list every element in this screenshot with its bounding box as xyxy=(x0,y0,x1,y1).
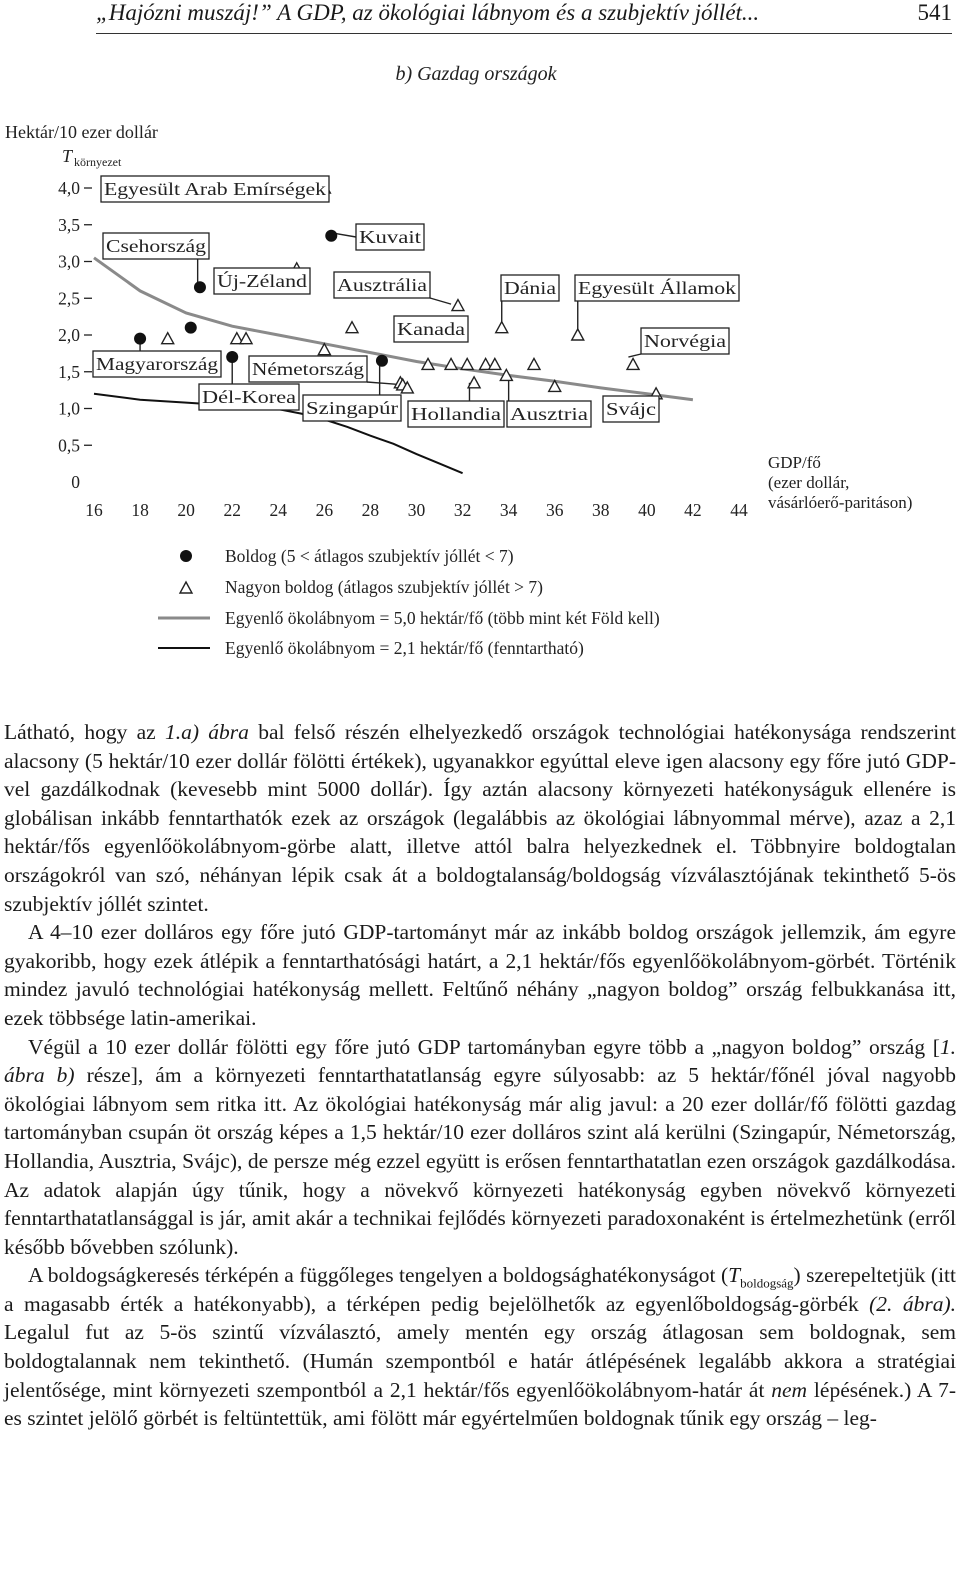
y-tick-label: 0,5 xyxy=(58,435,80,456)
very-happy-country-triangle xyxy=(627,358,639,369)
x-tick-label: 38 xyxy=(592,500,610,520)
very-happy-country-triangle xyxy=(162,333,174,344)
chart-title: b) Gazdag országok xyxy=(395,63,557,85)
legend-item-happy: Boldog (5 < átlagos szubjektív jóllét < 7) xyxy=(225,546,514,566)
y-axis-symbol: T xyxy=(62,146,73,166)
country-label-netherlands: Hollandia xyxy=(411,404,502,424)
y-axis-subscript: környezet xyxy=(74,155,122,169)
chart-figure xyxy=(0,40,960,700)
leader-line-norway xyxy=(628,354,641,357)
happy-country-dot xyxy=(226,351,238,363)
leader-line-kuwait xyxy=(336,234,356,237)
x-axis xyxy=(85,500,748,520)
y-tick-label: 3,5 xyxy=(58,214,80,235)
x-tick-label: 32 xyxy=(453,500,472,520)
x-tick-label: 42 xyxy=(684,500,702,520)
happy-country-dot xyxy=(325,230,337,242)
paragraph-4 xyxy=(4,1261,956,1433)
p1-text-b: bal felső részén elhelyezkedő országok technológiai hatékonysága rendszerint alacsony (5 hektár/10 ezer dollár fölötti értékek), ugyanakkor egyúttal eleve igen alacsony egy főre jutó GDP-vel gazdálkodnak (kevesebb mint 5000 dollár). Így aztán alacsony környezeti hatékonyságuk ellenére is globálisan inkább fenntarthatók ezek az országok (legalábbis az ökológiai lábnyommal mérve), azaz a 2,1 hektár/fős egyenlőökolábnyom-görbe alatt, illetve attól balra helyezkednek el. Többnyire boldogtalan országokról van szó, néhányan lépik csak át a boldogtalanság/boldogság vízválasztójának tekinthető 5-ös szubjektív jóllét szintet. xyxy=(4,720,956,916)
p4-text-c: Legalul fut az 5-ös szintű vízválasztó, amely mentén egy ország átlagosan sem boldognak, sem boldogtalannak nem tekinthető. (Humán szempontból e határ átlépésének legalább akkora a stratégiai jelentősége, mint környezeti szempontból a 2,1 hektár/fős egyenlőökolábnyom-határ át xyxy=(4,1320,956,1402)
p4-text-d: lépésének.) A 7-es szintet jelölő görbét is feltüntettük, ami fölött már egyértelműen boldognak tűnik egy ország – leg- xyxy=(4,1377,956,1431)
country-label-denmark: Dánia xyxy=(504,278,557,298)
x-tick-label: 44 xyxy=(730,500,748,520)
y-axis xyxy=(58,178,92,492)
p4-text-b: ) szerepeltetjük (itt a magasabb érték a hatékonyabb), a térképen pedig bejelölhetők az egyenlőboldogság-görbék xyxy=(4,1263,956,1316)
x-axis-label-line3: vásárlóerő-paritáson) xyxy=(768,493,913,512)
very-happy-country-triangle xyxy=(346,322,358,333)
y-tick-label: 1,0 xyxy=(58,398,80,419)
running-title: „Hajózni muszáj!” A GDP, az ökológiai lábnyom és a szubjektív jóllét... xyxy=(96,0,760,25)
page-number: 541 xyxy=(917,0,952,25)
country-label-nz: Új-Zéland xyxy=(217,271,291,291)
country-label-uae: Egyesült Arab Emírségek xyxy=(104,179,326,199)
p3-figure-ref: 1. ábra b) xyxy=(4,1034,956,1088)
country-label-hungary: Magyarország xyxy=(96,354,218,374)
very-happy-country-triangle xyxy=(445,358,457,369)
x-tick-label: 40 xyxy=(638,500,656,520)
y-tick-label: 1,5 xyxy=(58,361,80,382)
p1-text-a: Látható, hogy az xyxy=(4,720,165,744)
page-header xyxy=(0,0,960,36)
very-happy-country-triangle xyxy=(461,358,473,369)
x-tick-label: 36 xyxy=(545,500,564,520)
x-tick-label: 18 xyxy=(131,500,149,520)
very-happy-country-triangle xyxy=(572,329,584,340)
p1-figure-ref: 1.a) ábra xyxy=(164,720,249,744)
x-tick-label: 24 xyxy=(269,500,288,520)
p4-text-a: A boldogságkeresés térképén a függőleges tengelyen a boldogsághatékonyságot ( xyxy=(28,1263,729,1288)
p4-subscript: boldogság xyxy=(740,1275,794,1291)
country-label-southkorea: Dél-Korea xyxy=(202,387,296,407)
country-label-switzerland: Svájc xyxy=(606,399,657,419)
happy-country-dot xyxy=(185,322,197,334)
x-axis-label-line1: GDP/fő xyxy=(768,453,821,472)
x-tick-label: 16 xyxy=(85,500,103,520)
happy-country-dot xyxy=(376,355,388,367)
very-happy-country-triangle xyxy=(452,300,464,311)
y-axis-label: Hektár/10 ezer dollár xyxy=(5,122,158,142)
country-label-usa: Egyesült Államok xyxy=(578,278,709,298)
p4-emphasis: nem xyxy=(771,1377,808,1402)
x-tick-label: 28 xyxy=(361,500,380,520)
paragraph-1 xyxy=(4,718,956,918)
x-tick-label: 22 xyxy=(223,500,241,520)
p3-text-b: része], ám a környezeti fenntarthatatlanság egyre súlyosabb: az 5 hektár/főnél jóval nagyobb ökológiai lábnyom sem ritka itt. Az ökológiai hatékonyság már alig javul: a 20 ezer dollár/fő fölötti gazdag tartományban csupán öt ország képes a 1,5 hektár/10 ezer dolláros szint alá kerülni (Szingapúr, Németország, Hollandia, Ausztria, Svájc), de persze még ezzel együtt is erősen fenntarthatatlan ezen országok gazdálkodása. Az adatok alapján úgy tűnik, hogy a növekvő környezeti hatékonyság egyben növekvő környezeti fenntarthatatlansággal is jár, amit akár a technikai fejlődés környezeti paradoxonaként is értelmezhetünk (erről később bővebben szólunk). xyxy=(4,1063,956,1259)
x-tick-label: 30 xyxy=(407,500,426,520)
y-tick-label: 0 xyxy=(71,472,80,492)
chart-legend xyxy=(158,546,660,658)
very-happy-country-triangle xyxy=(240,333,252,344)
y-tick-label: 2,5 xyxy=(58,288,80,309)
happy-country-dot xyxy=(134,333,146,345)
very-happy-country-triangle xyxy=(489,358,501,369)
very-happy-country-triangle xyxy=(528,358,540,369)
leader-line-australia xyxy=(430,298,451,304)
legend-dot-marker xyxy=(180,550,192,562)
legend-item-curve-2-1: Egyenlő ökolábnyom = 2,1 hektár/fő (fenntartható) xyxy=(225,638,584,658)
legend-item-curve-5-0: Egyenlő ökolábnyom = 5,0 hektár/fő (több mint két Föld kell) xyxy=(225,608,660,628)
very-happy-country-triangle xyxy=(496,322,508,333)
header-rule xyxy=(96,33,952,34)
body-text xyxy=(4,718,956,1433)
x-tick-label: 34 xyxy=(499,500,518,520)
x-axis-label-line2: (ezer dollár, xyxy=(768,473,850,492)
happy-country-dot xyxy=(194,281,206,293)
country-label-australia: Ausztrália xyxy=(337,275,428,295)
country-label-czech: Csehország xyxy=(106,236,206,256)
legend-triangle-marker xyxy=(180,582,192,593)
paragraph-2: A 4–10 ezer dolláros egy főre jutó GDP-tartományt már az inkább boldog országok jellemzik, ám egyre gyakoribb, hogy ezek átlépik a fenntarthatósági határt, a 2,1 hektár/fős egyenlőökolábnyom-görbét. Történik mindez javuló technológiai hatékonyság mellett. Feltűnő néhány „nagyon boldog” ország felbukkanása itt, ezek többsége latin-amerikai. xyxy=(4,920,956,1030)
x-tick-label: 26 xyxy=(315,500,334,520)
y-tick-label: 2,0 xyxy=(58,325,80,345)
p3-text-a: Végül a 10 ezer dollár fölötti egy főre jutó GDP tartományban egyre több a „nagyon boldog” ország [ xyxy=(28,1034,940,1059)
legend-item-very-happy: Nagyon boldog (átlagos szubjektív jóllét > 7) xyxy=(225,577,544,597)
very-happy-country-triangle xyxy=(468,377,480,388)
country-label-kuwait: Kuvait xyxy=(359,227,421,247)
y-tick-label: 3,0 xyxy=(58,251,80,272)
y-tick-label: 4,0 xyxy=(58,178,80,198)
p4-symbol: T xyxy=(728,1263,741,1288)
x-tick-label: 20 xyxy=(177,500,195,520)
country-label-germany: Németország xyxy=(252,359,364,379)
country-label-norway: Norvégia xyxy=(644,331,726,351)
country-label-austria: Ausztria xyxy=(510,404,589,424)
country-label-singapore: Szingapúr xyxy=(306,398,399,418)
paragraph-3 xyxy=(4,1033,956,1262)
country-label-canada: Kanada xyxy=(397,319,466,339)
p4-figure-ref: (2. ábra). xyxy=(869,1291,957,1316)
country-labels xyxy=(93,176,739,427)
